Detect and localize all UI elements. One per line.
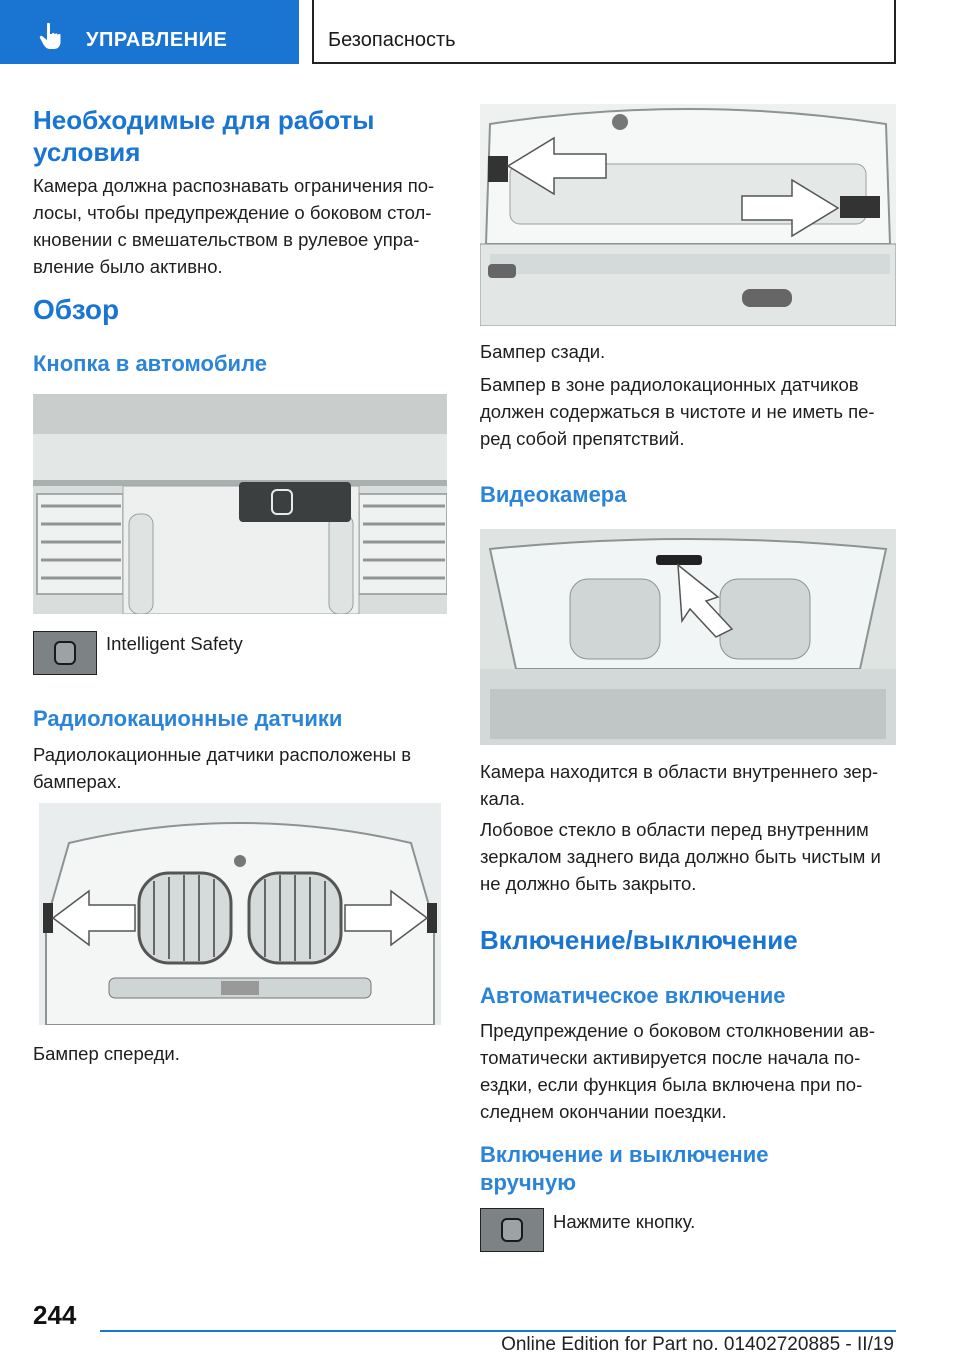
paragraph-camera-1 xyxy=(480,758,900,812)
text-line: бамперах. xyxy=(33,771,122,792)
heading-conditions xyxy=(33,104,453,168)
text-line: Предупреждение о боковом столкновении ав- xyxy=(480,1020,876,1041)
text-line: кала. xyxy=(480,788,526,809)
paragraph-auto xyxy=(480,1017,900,1125)
text-line: не должно быть закрыто. xyxy=(480,873,697,894)
car-interior-illustration xyxy=(480,529,896,745)
intelligent-safety-button-image xyxy=(480,1208,544,1252)
text-line: следнем окончании поездки. xyxy=(480,1101,727,1122)
intelligent-safety-icon xyxy=(501,1218,523,1242)
rear-bumper-figure xyxy=(480,104,896,326)
rear-bumper-caption: Бампер сзади. xyxy=(480,341,606,362)
button-caption: Intelligent Safety xyxy=(106,633,243,654)
section-tab-label: УПРАВЛЕНИЕ xyxy=(86,29,228,51)
paragraph-radar xyxy=(33,741,453,795)
hand-pointer-icon xyxy=(38,22,64,50)
text-line: ездки, если функция была включена при по- xyxy=(480,1074,863,1095)
text-line: кновении с вмешательством в рулевое упра- xyxy=(33,229,420,250)
text-line: ред собой препятствий. xyxy=(480,428,685,449)
page-number: 244 xyxy=(33,1300,77,1330)
heading-manual-on-off xyxy=(480,1141,768,1197)
heading-on-off: Включение/выключение xyxy=(480,925,798,955)
paragraph-conditions xyxy=(33,172,453,280)
heading-video-camera: Видеокамера xyxy=(480,482,627,507)
front-bumper-caption: Бампер спереди. xyxy=(33,1043,180,1064)
rear-car-illustration xyxy=(480,104,896,326)
text-line: зеркалом заднего вида должно быть чистым и xyxy=(480,846,881,867)
paragraph-rear xyxy=(480,371,900,452)
footer-divider xyxy=(100,1330,896,1332)
chapter-header xyxy=(312,0,896,64)
text-line: Камера должна распознавать ограничения по- xyxy=(33,175,435,196)
text-line: вление было активно. xyxy=(33,256,223,277)
intelligent-safety-button-image xyxy=(33,631,97,675)
chapter-title: Безопасность xyxy=(328,29,456,51)
text-line: томатически активируется после начала по- xyxy=(480,1047,861,1068)
manual-caption: Нажмите кнопку. xyxy=(553,1211,696,1232)
camera-figure xyxy=(480,529,896,745)
section-tab[interactable] xyxy=(0,0,299,64)
heading-automatic-on: Автоматическое включение xyxy=(480,983,786,1008)
dashboard-illustration xyxy=(33,394,447,614)
text-line: Камера находится в области внутреннего зер- xyxy=(480,761,879,782)
heading-line: вручную xyxy=(480,1170,576,1195)
heading-line: Включение и выключение xyxy=(480,1142,769,1167)
heading-button-in-car: Кнопка в автомобиле xyxy=(33,351,267,376)
dashboard-button-figure xyxy=(33,394,447,614)
front-bumper-figure xyxy=(39,803,441,1025)
text-line: должен содержаться в чистоте и не иметь пе- xyxy=(480,401,875,422)
front-car-illustration xyxy=(39,803,441,1025)
heading-conditions-text: Необходимые для работы условия xyxy=(33,105,375,167)
heading-radar-sensors: Радиолокационные датчики xyxy=(33,706,343,731)
text-line: Лобовое стекло в области перед внутренним xyxy=(480,819,869,840)
text-line: Радиолокационные датчики расположены в xyxy=(33,744,412,765)
footer-edition: Online Edition for Part no. 01402720885 - II/19 xyxy=(501,1334,894,1355)
text-line: Бампер в зоне радиолокационных датчиков xyxy=(480,374,859,395)
heading-overview: Обзор xyxy=(33,294,120,325)
text-line: лосы, чтобы предупреждение о боковом стол- xyxy=(33,202,432,223)
paragraph-camera-2 xyxy=(480,816,900,897)
intelligent-safety-icon xyxy=(54,641,76,665)
